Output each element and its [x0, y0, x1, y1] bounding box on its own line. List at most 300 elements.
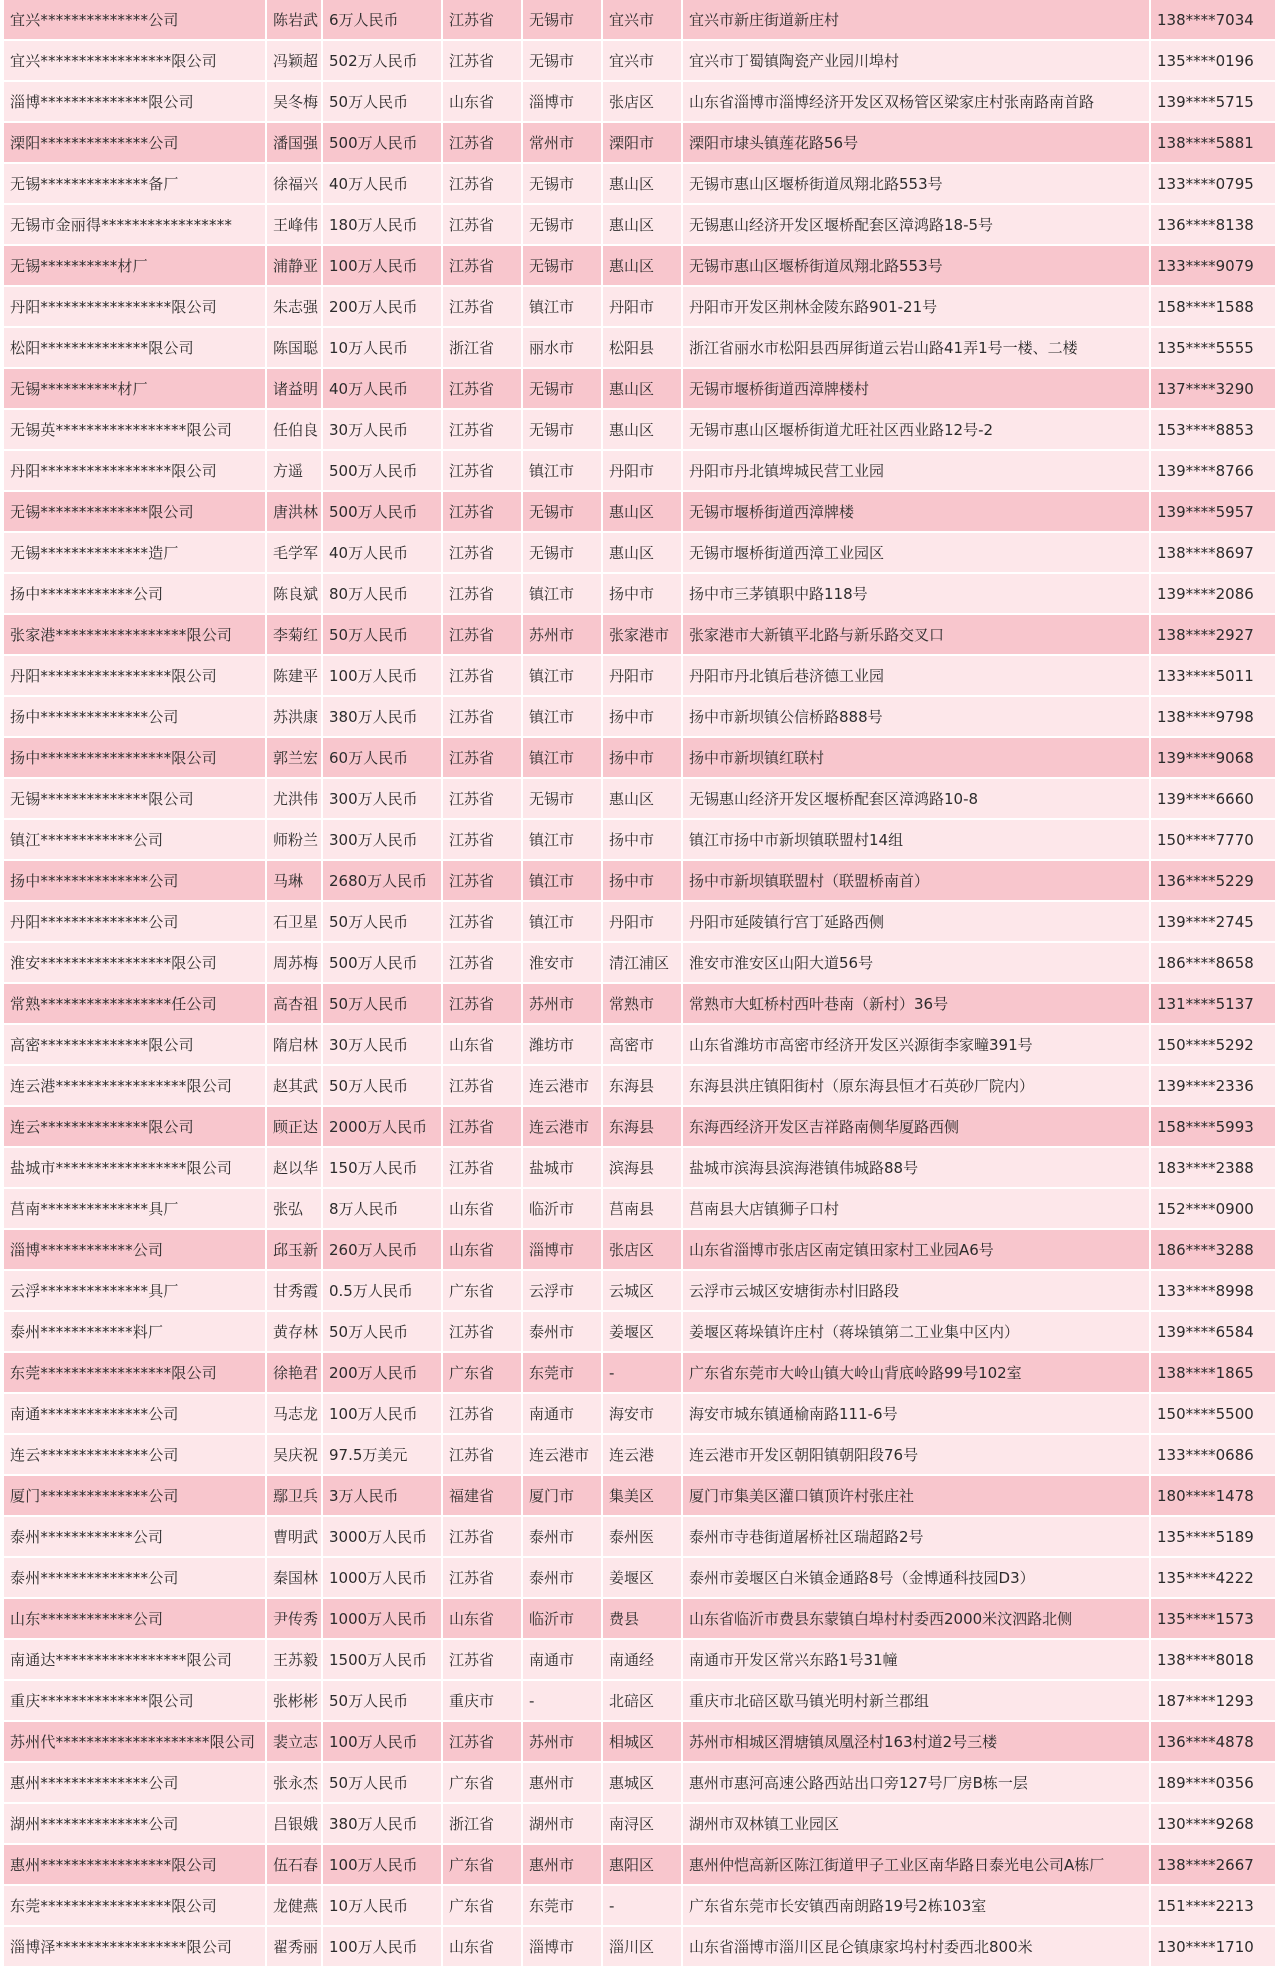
province-cell: 江苏省: [442, 204, 522, 245]
phone-cell: 150****5500: [1150, 1393, 1276, 1434]
registered-capital-cell: 10万人民币: [322, 1885, 442, 1926]
address-cell: 广东省东莞市长安镇西南朗路19号2栋103室: [682, 1885, 1150, 1926]
company-name-cell: 张家港*****************限公司: [4, 614, 266, 655]
registered-capital-cell: 100万人民币: [322, 655, 442, 696]
district-cell: 丹阳市: [602, 655, 682, 696]
province-cell: 江苏省: [442, 655, 522, 696]
city-cell: 无锡市: [522, 778, 602, 819]
district-cell: 溧阳市: [602, 122, 682, 163]
address-cell: 扬中市三茅镇职中路118号: [682, 573, 1150, 614]
legal-person-cell: 龙健燕: [266, 1885, 322, 1926]
table-row: [4, 450, 1276, 491]
address-cell: 苏州市相城区渭塘镇凤凰泾村163村道2号三楼: [682, 1721, 1150, 1762]
district-cell: 淄川区: [602, 1926, 682, 1967]
company-name-cell: 扬中************公司: [4, 573, 266, 614]
phone-cell: 133****9079: [1150, 245, 1276, 286]
province-cell: 江苏省: [442, 614, 522, 655]
city-cell: 镇江市: [522, 696, 602, 737]
phone-cell: 133****0686: [1150, 1434, 1276, 1475]
province-cell: 江苏省: [442, 983, 522, 1024]
province-cell: 广东省: [442, 1270, 522, 1311]
company-name-cell: 莒南**************具厂: [4, 1188, 266, 1229]
registered-capital-cell: 100万人民币: [322, 1721, 442, 1762]
registered-capital-cell: 40万人民币: [322, 368, 442, 409]
registered-capital-cell: 50万人民币: [322, 983, 442, 1024]
table-row: [4, 901, 1276, 942]
district-cell: 扬中市: [602, 573, 682, 614]
province-cell: 江苏省: [442, 819, 522, 860]
district-cell: 扬中市: [602, 819, 682, 860]
table-row: [4, 1393, 1276, 1434]
phone-cell: 139****5715: [1150, 81, 1276, 122]
company-name-cell: 无锡**************造厂: [4, 532, 266, 573]
city-cell: 淄博市: [522, 81, 602, 122]
city-cell: 东莞市: [522, 1352, 602, 1393]
phone-cell: 133****0795: [1150, 163, 1276, 204]
registered-capital-cell: 40万人民币: [322, 163, 442, 204]
table-row: [4, 696, 1276, 737]
company-name-cell: 扬中*****************限公司: [4, 737, 266, 778]
legal-person-cell: 毛学军: [266, 532, 322, 573]
phone-cell: 139****8766: [1150, 450, 1276, 491]
legal-person-cell: 伍石春: [266, 1844, 322, 1885]
address-cell: 无锡市惠山区堰桥街道尤旺社区西业路12号-2: [682, 409, 1150, 450]
district-cell: 扬中市: [602, 737, 682, 778]
phone-cell: 139****6660: [1150, 778, 1276, 819]
district-cell: 清江浦区: [602, 942, 682, 983]
table-row: [4, 1721, 1276, 1762]
company-name-cell: 松阳**************限公司: [4, 327, 266, 368]
company-name-cell: 淄博**************限公司: [4, 81, 266, 122]
phone-cell: 135****1573: [1150, 1598, 1276, 1639]
table-row: [4, 737, 1276, 778]
address-cell: 广东省东莞市大岭山镇大岭山背底岭路99号102室: [682, 1352, 1150, 1393]
company-name-cell: 宜兴*****************限公司: [4, 40, 266, 81]
province-cell: 江苏省: [442, 696, 522, 737]
table-row: [4, 327, 1276, 368]
address-cell: 镇江市扬中市新坝镇联盟村14组: [682, 819, 1150, 860]
phone-cell: 135****5555: [1150, 327, 1276, 368]
phone-cell: 139****2086: [1150, 573, 1276, 614]
legal-person-cell: 李菊红: [266, 614, 322, 655]
legal-person-cell: 高杏祖: [266, 983, 322, 1024]
legal-person-cell: 张彬彬: [266, 1680, 322, 1721]
address-cell: 湖州市双林镇工业园区: [682, 1803, 1150, 1844]
registered-capital-cell: 50万人民币: [322, 1311, 442, 1352]
province-cell: 江苏省: [442, 286, 522, 327]
city-cell: 厦门市: [522, 1475, 602, 1516]
district-cell: -: [602, 1885, 682, 1926]
district-cell: 北碚区: [602, 1680, 682, 1721]
city-cell: 南通市: [522, 1639, 602, 1680]
registered-capital-cell: 500万人民币: [322, 491, 442, 532]
district-cell: 相城区: [602, 1721, 682, 1762]
legal-person-cell: 赵其武: [266, 1065, 322, 1106]
table-row: [4, 942, 1276, 983]
company-name-cell: 丹阳*****************限公司: [4, 450, 266, 491]
phone-cell: 131****5137: [1150, 983, 1276, 1024]
legal-person-cell: 陈建平: [266, 655, 322, 696]
legal-person-cell: 尤洪伟: [266, 778, 322, 819]
district-cell: 费县: [602, 1598, 682, 1639]
district-cell: 扬中市: [602, 860, 682, 901]
registered-capital-cell: 40万人民币: [322, 532, 442, 573]
phone-cell: 139****9068: [1150, 737, 1276, 778]
province-cell: 江苏省: [442, 491, 522, 532]
registered-capital-cell: 60万人民币: [322, 737, 442, 778]
city-cell: 惠州市: [522, 1762, 602, 1803]
province-cell: 江苏省: [442, 1311, 522, 1352]
province-cell: 山东省: [442, 81, 522, 122]
address-cell: 重庆市北碚区歇马镇光明村新兰郡组: [682, 1680, 1150, 1721]
province-cell: 江苏省: [442, 737, 522, 778]
legal-person-cell: 诸益明: [266, 368, 322, 409]
address-cell: 丹阳市丹北镇后巷济德工业园: [682, 655, 1150, 696]
legal-person-cell: 顾正达: [266, 1106, 322, 1147]
city-cell: 泰州市: [522, 1311, 602, 1352]
table-row: [4, 1229, 1276, 1270]
table-row: [4, 1188, 1276, 1229]
phone-cell: 130****9268: [1150, 1803, 1276, 1844]
phone-cell: 186****3288: [1150, 1229, 1276, 1270]
legal-person-cell: 赵以华: [266, 1147, 322, 1188]
legal-person-cell: 黄存林: [266, 1311, 322, 1352]
registered-capital-cell: 30万人民币: [322, 1024, 442, 1065]
registered-capital-cell: 500万人民币: [322, 942, 442, 983]
company-name-cell: 常熟*****************任公司: [4, 983, 266, 1024]
registered-capital-cell: 200万人民币: [322, 1352, 442, 1393]
city-cell: 盐城市: [522, 1147, 602, 1188]
address-cell: 山东省潍坊市高密市经济开发区兴源街李家疃391号: [682, 1024, 1150, 1065]
registered-capital-cell: 97.5万美元: [322, 1434, 442, 1475]
company-name-cell: 无锡**************限公司: [4, 778, 266, 819]
registered-capital-cell: 300万人民币: [322, 778, 442, 819]
address-cell: 张家港市大新镇平北路与新乐路交叉口: [682, 614, 1150, 655]
legal-person-cell: 马琳: [266, 860, 322, 901]
address-cell: 山东省淄博市淄博经济开发区双杨管区梁家庄村张南路南首路: [682, 81, 1150, 122]
table-row: [4, 1516, 1276, 1557]
phone-cell: 135****5189: [1150, 1516, 1276, 1557]
district-cell: 姜堰区: [602, 1557, 682, 1598]
registered-capital-cell: 3000万人民币: [322, 1516, 442, 1557]
district-cell: 张家港市: [602, 614, 682, 655]
legal-person-cell: 隋启林: [266, 1024, 322, 1065]
address-cell: 无锡市惠山区堰桥街道凤翔北路553号: [682, 245, 1150, 286]
company-name-cell: 丹阳*****************限公司: [4, 655, 266, 696]
province-cell: 福建省: [442, 1475, 522, 1516]
city-cell: 镇江市: [522, 901, 602, 942]
city-cell: 连云港市: [522, 1434, 602, 1475]
table-row: [4, 983, 1276, 1024]
legal-person-cell: 朱志强: [266, 286, 322, 327]
phone-cell: 136****5229: [1150, 860, 1276, 901]
registered-capital-cell: 380万人民币: [322, 1803, 442, 1844]
registered-capital-cell: 2680万人民币: [322, 860, 442, 901]
phone-cell: 136****8138: [1150, 204, 1276, 245]
district-cell: 惠城区: [602, 1762, 682, 1803]
legal-person-cell: 唐洪林: [266, 491, 322, 532]
district-cell: 莒南县: [602, 1188, 682, 1229]
company-name-cell: 高密**************限公司: [4, 1024, 266, 1065]
district-cell: 滨海县: [602, 1147, 682, 1188]
registered-capital-cell: 1000万人民币: [322, 1598, 442, 1639]
district-cell: 丹阳市: [602, 286, 682, 327]
company-name-cell: 丹阳*****************限公司: [4, 286, 266, 327]
province-cell: 浙江省: [442, 1803, 522, 1844]
province-cell: 江苏省: [442, 368, 522, 409]
phone-cell: 139****5957: [1150, 491, 1276, 532]
district-cell: 南浔区: [602, 1803, 682, 1844]
address-cell: 溧阳市埭头镇莲花路56号: [682, 122, 1150, 163]
city-cell: 无锡市: [522, 204, 602, 245]
company-name-cell: 盐城市*****************限公司: [4, 1147, 266, 1188]
registered-capital-cell: 50万人民币: [322, 1065, 442, 1106]
legal-person-cell: 王峰伟: [266, 204, 322, 245]
address-cell: 莒南县大店镇狮子口村: [682, 1188, 1150, 1229]
address-cell: 南通市开发区常兴东路1号31幢: [682, 1639, 1150, 1680]
phone-cell: 137****3290: [1150, 368, 1276, 409]
phone-cell: 133****8998: [1150, 1270, 1276, 1311]
table-row: [4, 860, 1276, 901]
province-cell: 江苏省: [442, 1393, 522, 1434]
province-cell: 广东省: [442, 1352, 522, 1393]
company-name-cell: 淄博泽*****************限公司: [4, 1926, 266, 1967]
registered-capital-cell: 50万人民币: [322, 614, 442, 655]
city-cell: 淮安市: [522, 942, 602, 983]
legal-person-cell: 潘国强: [266, 122, 322, 163]
table-row: [4, 1065, 1276, 1106]
address-cell: 无锡惠山经济开发区堰桥配套区漳鸿路10-8: [682, 778, 1150, 819]
province-cell: 江苏省: [442, 1639, 522, 1680]
address-cell: 惠州仲恺高新区陈江街道甲子工业区南华路日泰光电公司A栋厂: [682, 1844, 1150, 1885]
legal-person-cell: 马志龙: [266, 1393, 322, 1434]
legal-person-cell: 鄢卫兵: [266, 1475, 322, 1516]
registered-capital-cell: 100万人民币: [322, 1926, 442, 1967]
city-cell: 云浮市: [522, 1270, 602, 1311]
city-cell: 无锡市: [522, 409, 602, 450]
province-cell: 重庆市: [442, 1680, 522, 1721]
company-name-cell: 重庆**************限公司: [4, 1680, 266, 1721]
company-name-cell: 无锡**********材厂: [4, 368, 266, 409]
legal-person-cell: 石卫星: [266, 901, 322, 942]
address-cell: 扬中市新坝镇公信桥路888号: [682, 696, 1150, 737]
province-cell: 山东省: [442, 1024, 522, 1065]
district-cell: 集美区: [602, 1475, 682, 1516]
registered-capital-cell: 0.5万人民币: [322, 1270, 442, 1311]
table-row: [4, 0, 1276, 40]
address-cell: 无锡市堰桥街道西漳牌楼村: [682, 368, 1150, 409]
phone-cell: 183****2388: [1150, 1147, 1276, 1188]
table-row: [4, 1762, 1276, 1803]
phone-cell: 139****6584: [1150, 1311, 1276, 1352]
registered-capital-cell: 380万人民币: [322, 696, 442, 737]
city-cell: 连云港市: [522, 1065, 602, 1106]
table-row: [4, 1639, 1276, 1680]
address-cell: 泰州市姜堰区白米镇金通路8号（金博通科技园D3）: [682, 1557, 1150, 1598]
district-cell: 惠山区: [602, 163, 682, 204]
province-cell: 山东省: [442, 1188, 522, 1229]
address-cell: 丹阳市开发区荆林金陵东路901-21号: [682, 286, 1150, 327]
district-cell: 惠山区: [602, 409, 682, 450]
table-row: [4, 368, 1276, 409]
district-cell: 扬中市: [602, 696, 682, 737]
company-name-cell: 山东************公司: [4, 1598, 266, 1639]
district-cell: 常熟市: [602, 983, 682, 1024]
registered-capital-cell: 50万人民币: [322, 1680, 442, 1721]
company-table: [4, 0, 1277, 1968]
company-name-cell: 湖州**************公司: [4, 1803, 266, 1844]
registered-capital-cell: 100万人民币: [322, 1844, 442, 1885]
city-cell: 惠州市: [522, 1844, 602, 1885]
legal-person-cell: 秦国林: [266, 1557, 322, 1598]
province-cell: 江苏省: [442, 122, 522, 163]
table-row: [4, 245, 1276, 286]
registered-capital-cell: 100万人民币: [322, 245, 442, 286]
legal-person-cell: 苏洪康: [266, 696, 322, 737]
phone-cell: 138****8018: [1150, 1639, 1276, 1680]
address-cell: 无锡市惠山区堰桥街道凤翔北路553号: [682, 163, 1150, 204]
company-name-cell: 无锡**************备厂: [4, 163, 266, 204]
registered-capital-cell: 502万人民币: [322, 40, 442, 81]
district-cell: 惠山区: [602, 245, 682, 286]
city-cell: 苏州市: [522, 614, 602, 655]
table-row: [4, 163, 1276, 204]
table-row: [4, 204, 1276, 245]
city-cell: 无锡市: [522, 163, 602, 204]
company-name-cell: 惠州*****************限公司: [4, 1844, 266, 1885]
address-cell: 扬中市新坝镇红联村: [682, 737, 1150, 778]
district-cell: 南通经: [602, 1639, 682, 1680]
province-cell: 浙江省: [442, 327, 522, 368]
table-row: [4, 1475, 1276, 1516]
province-cell: 山东省: [442, 1229, 522, 1270]
address-cell: 东海县洪庄镇阳街村（原东海县恒才石英砂厂院内）: [682, 1065, 1150, 1106]
province-cell: 山东省: [442, 1598, 522, 1639]
address-cell: 盐城市滨海县滨海港镇伟城路88号: [682, 1147, 1150, 1188]
province-cell: 广东省: [442, 1885, 522, 1926]
district-cell: 松阳县: [602, 327, 682, 368]
legal-person-cell: 裴立志: [266, 1721, 322, 1762]
province-cell: 江苏省: [442, 163, 522, 204]
company-name-cell: 镇江************公司: [4, 819, 266, 860]
company-name-cell: 淮安*****************限公司: [4, 942, 266, 983]
registered-capital-cell: 180万人民币: [322, 204, 442, 245]
registered-capital-cell: 2000万人民币: [322, 1106, 442, 1147]
district-cell: 张店区: [602, 1229, 682, 1270]
phone-cell: 136****4878: [1150, 1721, 1276, 1762]
legal-person-cell: 尹传秀: [266, 1598, 322, 1639]
legal-person-cell: 师粉兰: [266, 819, 322, 860]
phone-cell: 153****8853: [1150, 409, 1276, 450]
registered-capital-cell: 8万人民币: [322, 1188, 442, 1229]
address-cell: 惠州市惠河高速公路西站出口旁127号厂房B栋一层: [682, 1762, 1150, 1803]
district-cell: 丹阳市: [602, 450, 682, 491]
city-cell: 镇江市: [522, 860, 602, 901]
address-cell: 海安市城东镇通榆南路111-6号: [682, 1393, 1150, 1434]
table-row: [4, 614, 1276, 655]
city-cell: 泰州市: [522, 1557, 602, 1598]
phone-cell: 152****0900: [1150, 1188, 1276, 1229]
address-cell: 山东省淄博市淄川区昆仑镇康家坞村村委西北800米: [682, 1926, 1150, 1967]
city-cell: 镇江市: [522, 819, 602, 860]
province-cell: 江苏省: [442, 245, 522, 286]
city-cell: 南通市: [522, 1393, 602, 1434]
phone-cell: 180****1478: [1150, 1475, 1276, 1516]
province-cell: 江苏省: [442, 450, 522, 491]
legal-person-cell: 陈岩武: [266, 0, 322, 40]
registered-capital-cell: 150万人民币: [322, 1147, 442, 1188]
legal-person-cell: 陈国聪: [266, 327, 322, 368]
phone-cell: 138****5881: [1150, 122, 1276, 163]
city-cell: 东莞市: [522, 1885, 602, 1926]
province-cell: 江苏省: [442, 1557, 522, 1598]
city-cell: 丽水市: [522, 327, 602, 368]
address-cell: 云浮市云城区安塘街赤村旧路段: [682, 1270, 1150, 1311]
province-cell: 江苏省: [442, 901, 522, 942]
company-name-cell: 泰州************料厂: [4, 1311, 266, 1352]
district-cell: 东海县: [602, 1106, 682, 1147]
phone-cell: 135****0196: [1150, 40, 1276, 81]
address-cell: 浙江省丽水市松阳县西屏街道云岩山路41弄1号一楼、二楼: [682, 327, 1150, 368]
phone-cell: 135****4222: [1150, 1557, 1276, 1598]
table-row: [4, 1434, 1276, 1475]
table-row: [4, 1270, 1276, 1311]
district-cell: 泰州医: [602, 1516, 682, 1557]
company-name-cell: 南通**************公司: [4, 1393, 266, 1434]
province-cell: 江苏省: [442, 409, 522, 450]
legal-person-cell: 任伯良: [266, 409, 322, 450]
province-cell: 江苏省: [442, 778, 522, 819]
district-cell: 惠山区: [602, 778, 682, 819]
province-cell: 广东省: [442, 1844, 522, 1885]
address-cell: 淮安市淮安区山阳大道56号: [682, 942, 1150, 983]
table-body: [4, 0, 1276, 1967]
city-cell: 苏州市: [522, 1721, 602, 1762]
province-cell: 江苏省: [442, 1434, 522, 1475]
legal-person-cell: 王苏毅: [266, 1639, 322, 1680]
province-cell: 江苏省: [442, 0, 522, 40]
address-cell: 山东省淄博市张店区南定镇田家村工业园A6号: [682, 1229, 1150, 1270]
legal-person-cell: 张弘: [266, 1188, 322, 1229]
district-cell: 惠山区: [602, 368, 682, 409]
phone-cell: 130****1710: [1150, 1926, 1276, 1967]
registered-capital-cell: 260万人民币: [322, 1229, 442, 1270]
company-name-cell: 溧阳**************公司: [4, 122, 266, 163]
province-cell: 江苏省: [442, 1106, 522, 1147]
legal-person-cell: 甘秀霞: [266, 1270, 322, 1311]
province-cell: 江苏省: [442, 942, 522, 983]
registered-capital-cell: 80万人民币: [322, 573, 442, 614]
table-row: [4, 1147, 1276, 1188]
company-name-cell: 泰州**************公司: [4, 1557, 266, 1598]
company-name-cell: 无锡英*****************限公司: [4, 409, 266, 450]
address-cell: 宜兴市新庄街道新庄村: [682, 0, 1150, 40]
legal-person-cell: 徐艳君: [266, 1352, 322, 1393]
phone-cell: 138****2667: [1150, 1844, 1276, 1885]
city-cell: 泰州市: [522, 1516, 602, 1557]
legal-person-cell: 郭兰宏: [266, 737, 322, 778]
city-cell: 连云港市: [522, 1106, 602, 1147]
registered-capital-cell: 500万人民币: [322, 450, 442, 491]
table-row: [4, 1352, 1276, 1393]
legal-person-cell: 徐福兴: [266, 163, 322, 204]
phone-cell: 189****0356: [1150, 1762, 1276, 1803]
phone-cell: 187****1293: [1150, 1680, 1276, 1721]
company-name-cell: 苏州代********************限公司: [4, 1721, 266, 1762]
address-cell: 连云港市开发区朝阳镇朝阳段76号: [682, 1434, 1150, 1475]
legal-person-cell: 方遥: [266, 450, 322, 491]
district-cell: 连云港: [602, 1434, 682, 1475]
